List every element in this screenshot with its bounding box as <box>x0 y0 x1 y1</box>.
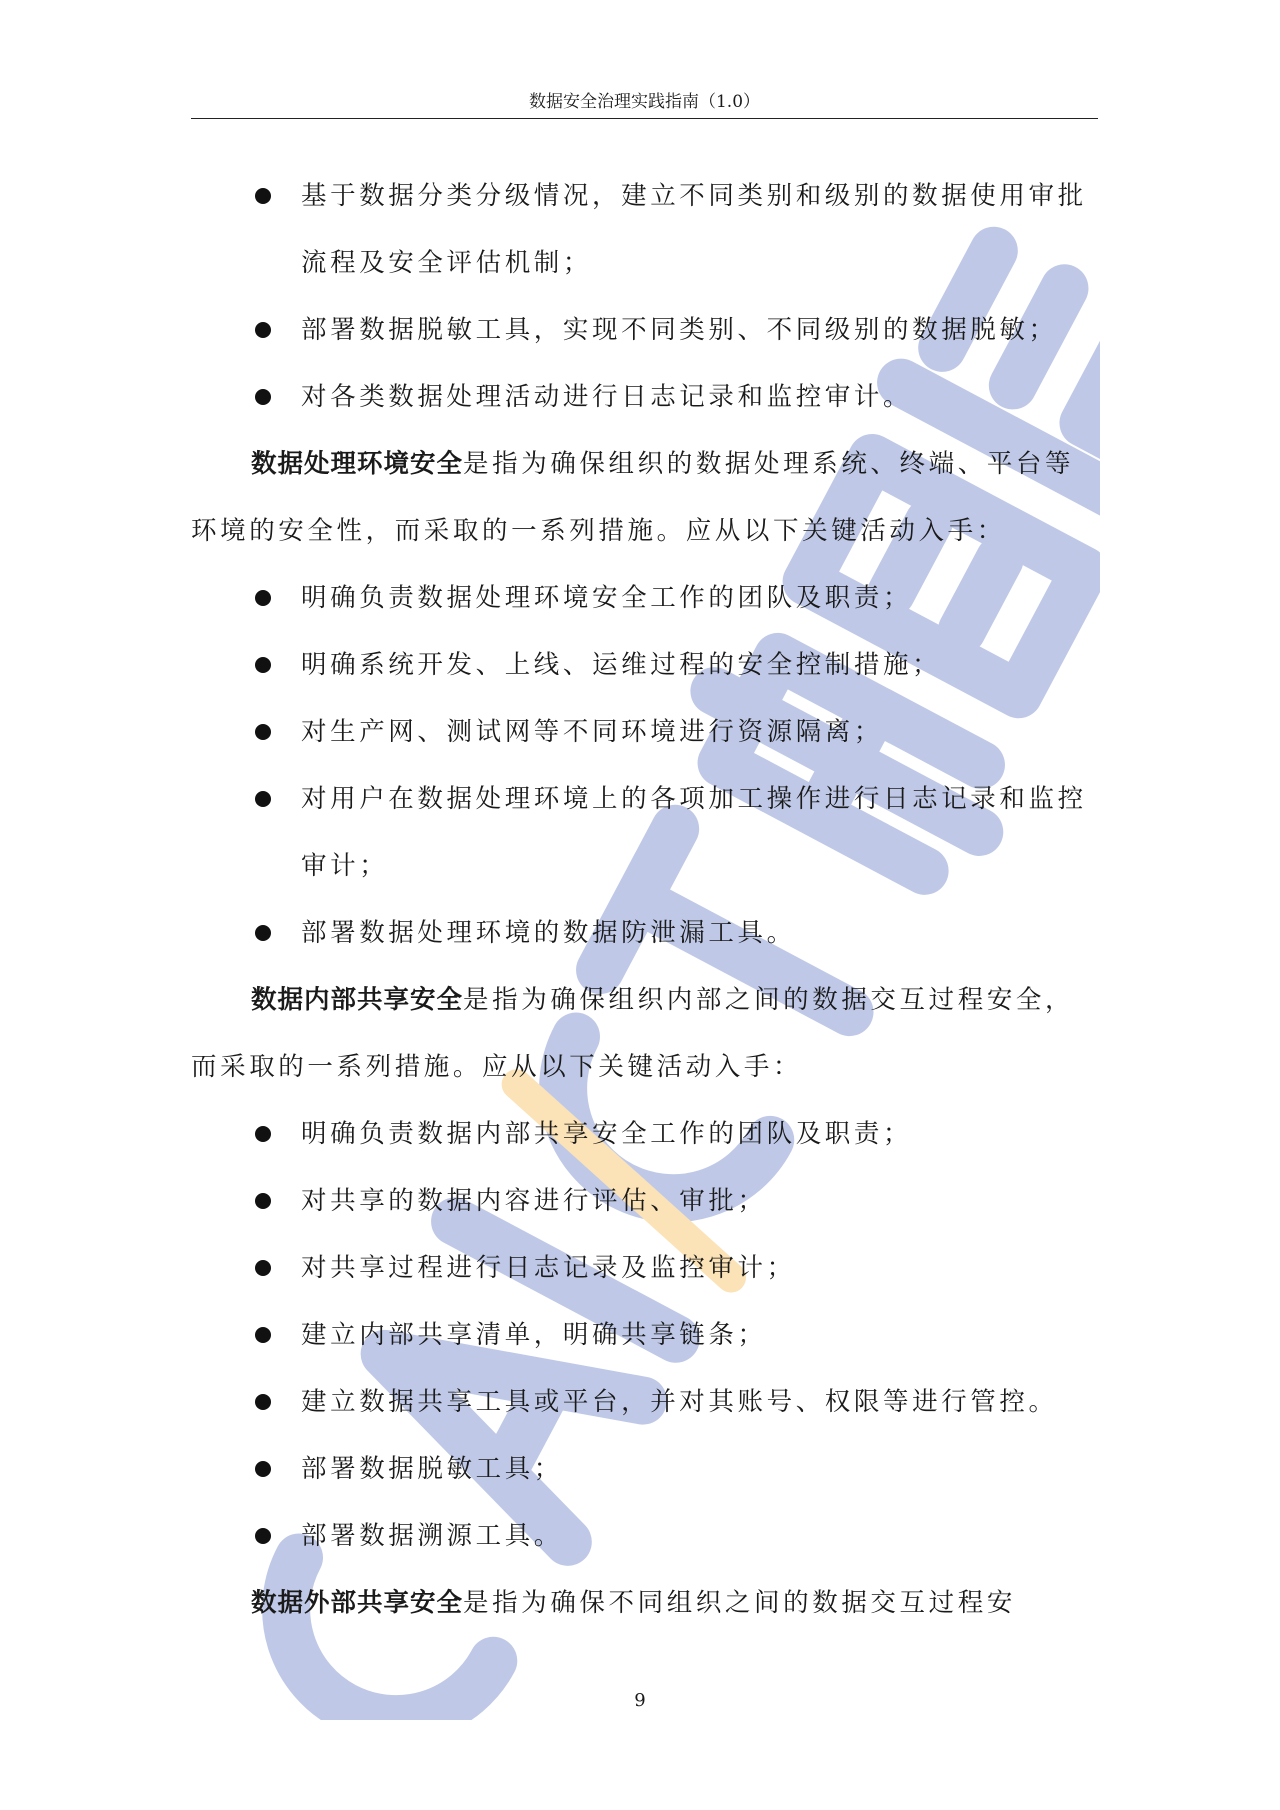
list-item-text: 对各类数据处理活动进行日志记录和监控审计。 <box>301 382 913 412</box>
paragraph-internal <box>191 967 1098 1101</box>
list-item-text: 对共享过程进行日志记录及监控审计； <box>301 1253 796 1283</box>
list-item <box>191 163 1098 297</box>
term-env: 数据处理环境安全 <box>251 449 464 479</box>
bullet-icon <box>255 724 271 740</box>
list-item-text: 明确负责数据处理环境安全工作的团队及职责； <box>301 583 913 613</box>
paragraph-env <box>191 431 1098 565</box>
list-item <box>191 1101 1098 1168</box>
list-item-text: 明确系统开发、上线、运维过程的安全控制措施； <box>301 650 942 680</box>
bullet-icon <box>255 590 271 606</box>
bullet-icon <box>255 657 271 673</box>
paragraph-internal-text: 是指为确保组织内部之间的数据交互过程安全，而采取的一系列措施。应从以下关键活动入手： <box>191 985 1075 1082</box>
running-header <box>191 88 1098 119</box>
list-item <box>191 699 1098 766</box>
paragraph-external-text: 是指为确保不同组织之间的数据交互过程安 <box>463 1588 1016 1618</box>
bullet-icon <box>255 322 271 338</box>
page-number: 9 <box>634 1690 646 1711</box>
list-item <box>191 900 1098 967</box>
list-item <box>191 1436 1098 1503</box>
list-item <box>191 297 1098 364</box>
bullet-icon <box>255 925 271 941</box>
list-item-text: 建立内部共享清单，明确共享链条； <box>301 1320 767 1350</box>
term-external: 数据外部共享安全 <box>251 1588 464 1618</box>
list-item-text: 部署数据脱敏工具，实现不同类别、不同级别的数据脱敏； <box>301 315 1058 345</box>
list-item-text: 建立数据共享工具或平台，并对其账号、权限等进行管控。 <box>301 1387 1058 1417</box>
page-body <box>191 163 1098 1637</box>
bullet-icon <box>255 1394 271 1410</box>
bullet-icon <box>255 1193 271 1209</box>
list-item <box>191 565 1098 632</box>
list-item-text: 部署数据处理环境的数据防泄漏工具。 <box>301 918 796 948</box>
list-item-text: 明确负责数据内部共享安全工作的团队及职责； <box>301 1119 913 1149</box>
list-item-text: 对生产网、测试网等不同环境进行资源隔离； <box>301 717 884 747</box>
list-item-text: 基于数据分类分级情况，建立不同类别和级别的数据使用审批流程及安全评估机制； <box>301 181 1087 278</box>
list-item-text: 部署数据脱敏工具； <box>301 1454 563 1484</box>
list-item <box>191 1503 1098 1570</box>
bullet-icon <box>255 1461 271 1477</box>
list-item <box>191 766 1098 900</box>
list-item-text: 对共享的数据内容进行评估、审批； <box>301 1186 767 1216</box>
list-item <box>191 364 1098 431</box>
header-title: 数据安全治理实践指南（1.0） <box>528 92 761 112</box>
bullet-icon <box>255 188 271 204</box>
list-item <box>191 1369 1098 1436</box>
term-internal: 数据内部共享安全 <box>251 985 464 1015</box>
bullet-icon <box>255 389 271 405</box>
paragraph-external <box>191 1570 1098 1637</box>
list-item <box>191 632 1098 699</box>
bullet-icon <box>255 1126 271 1142</box>
bullet-icon <box>255 1260 271 1276</box>
list-item <box>191 1235 1098 1302</box>
bullet-icon <box>255 791 271 807</box>
list-item <box>191 1168 1098 1235</box>
bullet-icon <box>255 1528 271 1544</box>
list-item-text: 部署数据溯源工具。 <box>301 1521 563 1551</box>
paragraph-env-text: 是指为确保组织的数据处理系统、终端、平台等环境的安全性，而采取的一系列措施。应从以下关键活动入手： <box>191 449 1075 546</box>
list-item-text: 对用户在数据处理环境上的各项加工操作进行日志记录和监控审计； <box>301 784 1087 881</box>
list-item <box>191 1302 1098 1369</box>
bullet-icon <box>255 1327 271 1343</box>
